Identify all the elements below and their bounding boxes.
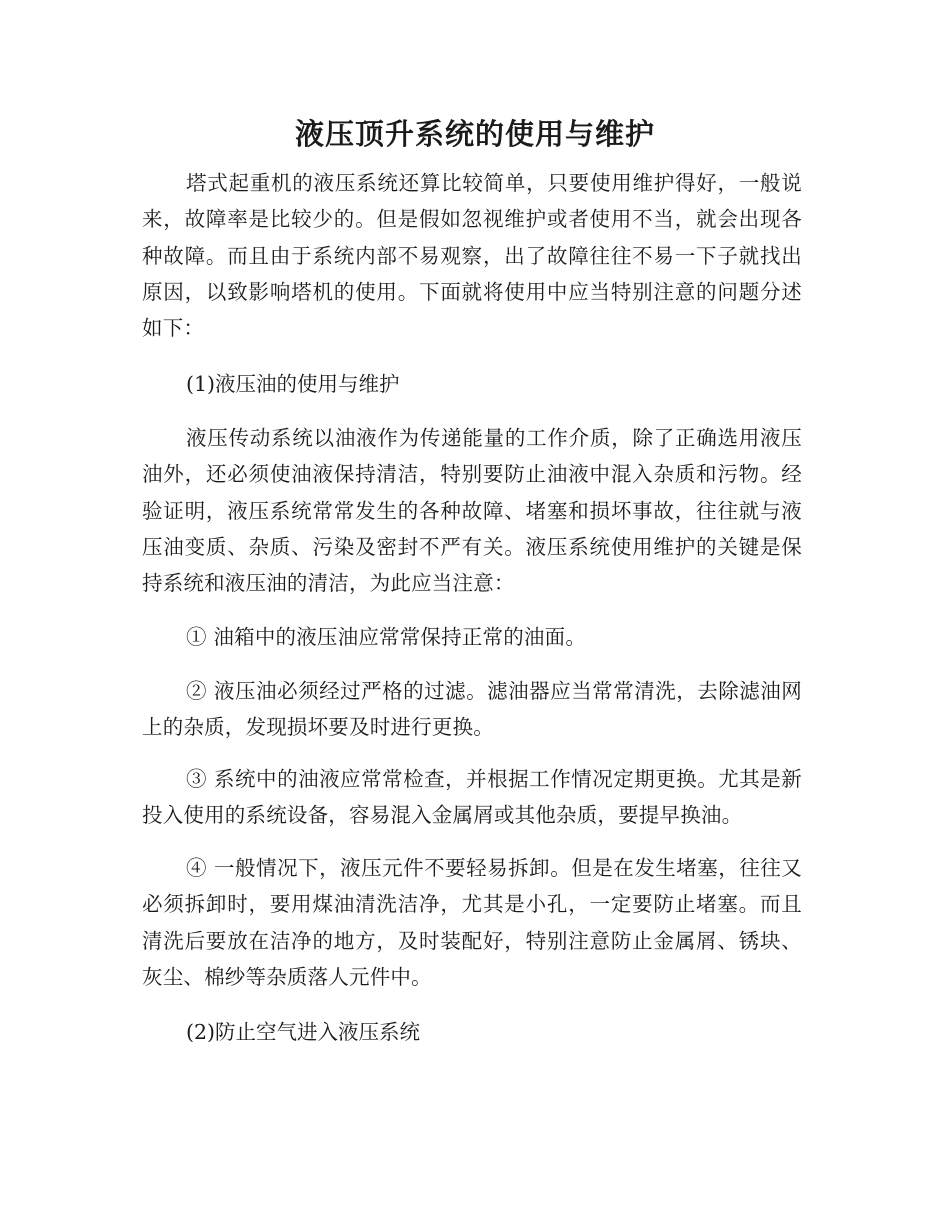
section-heading-oil: (1)液压油的使用与维护: [186, 372, 400, 396]
list-item: ① 油箱中的液压油应常常保持正常的油面。: [186, 625, 587, 649]
section-heading-air: (2)防止空气进入液压系统: [186, 1020, 421, 1044]
intro-paragraph: 塔式起重机的液压系统还算比较简单，只要使用维护得好，一般说来，故障率是比较少的。但是假如忽视维护或者使用不当，就会出现各种故障。而且由于系统内部不易观察，出了故障往往不易一下子就找出原因，以致影响塔机的使用。下面就将使用中应当特别注意的问题分述如下：: [142, 171, 802, 341]
list-item: ③ 系统中的油液应常常检查，并根据工作情况定期更换。尤其是新投入使用的系统设备，容易混入金属屑或其他杂质，要提早换油。: [142, 767, 802, 828]
list-item: ④ 一般情况下，液压元件不要轻易拆卸。但是在发生堵塞，往往又必须拆卸时，要用煤油清洗洁净，尤其是小孔，一定要防止堵塞。而且清洗后要放在洁净的地方，及时装配好，特别注意防止金属屑、锈块、灰尘、棉纱等杂质落人元件中。: [142, 856, 802, 989]
list-item: ② 液压油必须经过严格的过滤。滤油器应当常常清洗，去除滤油网上的杂质，发现损坏要及时进行更换。: [142, 679, 802, 740]
section-paragraph-oil: 液压传动系统以油液作为传递能量的工作介质，除了正确选用液压油外，还必须使油液保持清洁，特别要防止油液中混入杂质和污物。经验证明，液压系统常常发生的各种故障、堵塞和损坏事故，往往就与液压油变质、杂质、污染及密封不严有关。液压系统使用维护的关键是保持系统和液压油的清洁，为此应当注意：: [142, 426, 802, 596]
document-title: 液压顶升系统的使用与维护: [294, 117, 655, 151]
